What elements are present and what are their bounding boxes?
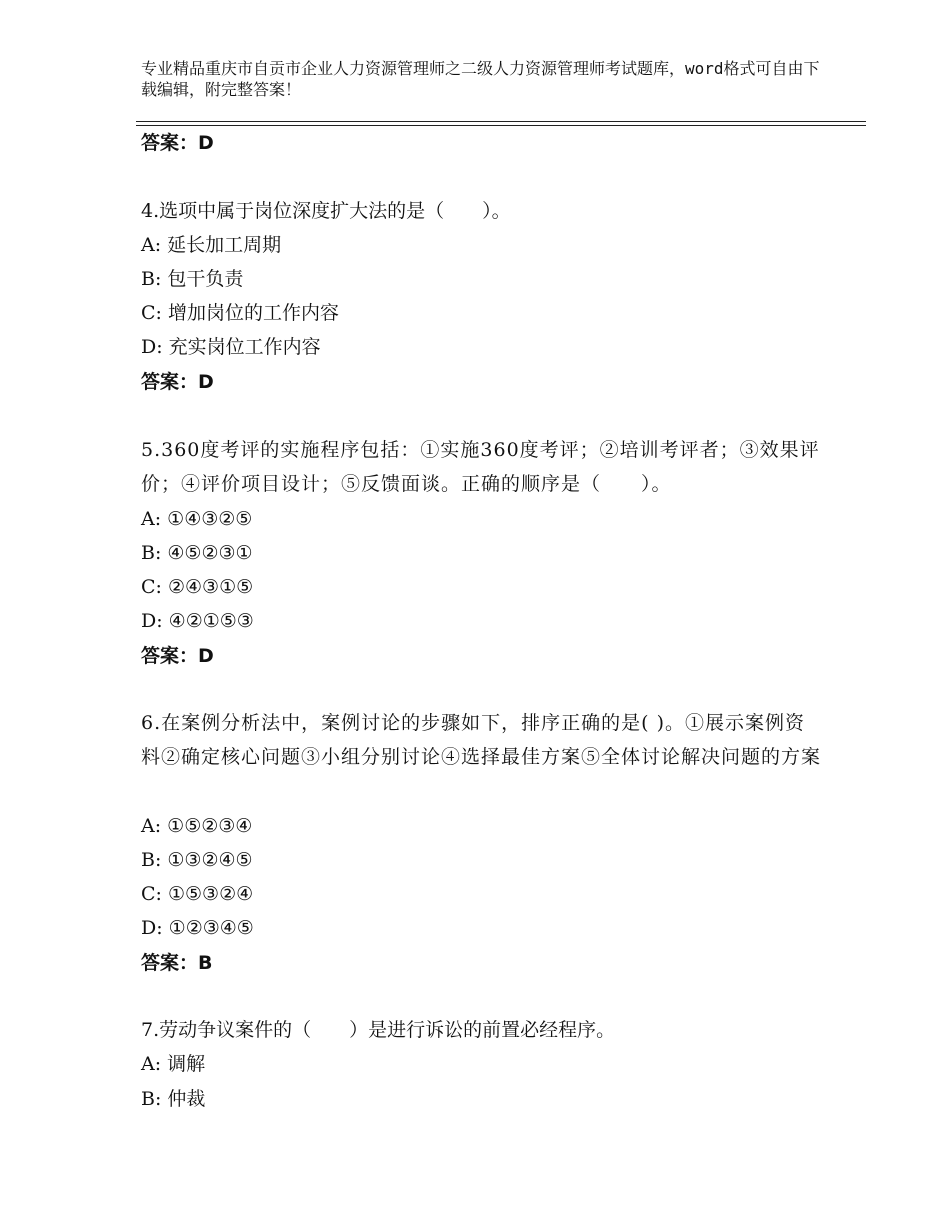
header-divider-top [136, 121, 866, 122]
question-6-option-d: D: ①②③④⑤ [141, 917, 254, 939]
question-7-option-b: B: 仲裁 [141, 1088, 206, 1110]
question-6-option-c: C: ①⑤③②④ [141, 883, 254, 905]
question-5-answer: 答案：D [141, 645, 214, 667]
question-4-option-c: C: 增加岗位的工作内容 [141, 302, 339, 324]
question-5-option-c: C: ②④③①⑤ [141, 576, 254, 598]
question-4-option-d: D: 充实岗位工作内容 [141, 336, 321, 358]
question-7-option-a: A: 调解 [141, 1053, 206, 1075]
question-6-answer: 答案：B [141, 952, 213, 974]
question-6-text: 6.在案例分析法中，案例讨论的步骤如下，排序正确的是( )。①展示案例资料②确定核心问题③小组分别讨论④选择最佳方案⑤全体讨论解决问题的方案 [141, 712, 822, 768]
previous-answer: 答案：D [141, 132, 214, 154]
question-4-answer: 答案：D [141, 371, 214, 393]
question-5-option-d: D: ④②①⑤③ [141, 610, 254, 632]
header-divider-bottom [136, 125, 866, 126]
question-6-option-b: B: ①③②④⑤ [141, 849, 253, 871]
question-5-option-b: B: ④⑤②③① [141, 542, 253, 564]
question-5-option-a: A: ①④③②⑤ [141, 508, 253, 530]
question-4-option-a: A: 延长加工周期 [141, 234, 282, 256]
question-7-text: 7.劳动争议案件的（ ）是进行诉讼的前置必经程序。 [141, 1019, 616, 1041]
question-4-text: 4.选项中属于岗位深度扩大法的是（ ）。 [141, 200, 511, 222]
question-5-text: 5.360度考评的实施程序包括：①实施360度考评；②培训考评者；③效果评价；④评价项目设计；⑤反馈面谈。正确的顺序是（ ）。 [141, 439, 820, 495]
question-6-option-a: A: ①⑤②③④ [141, 815, 253, 837]
document-header: 专业精品重庆市自贡市企业人力资源管理师之二级人力资源管理师考试题库，word格式可自由下载编辑，附完整答案！ [141, 59, 820, 99]
question-4-option-b: B: 包干负责 [141, 268, 244, 290]
